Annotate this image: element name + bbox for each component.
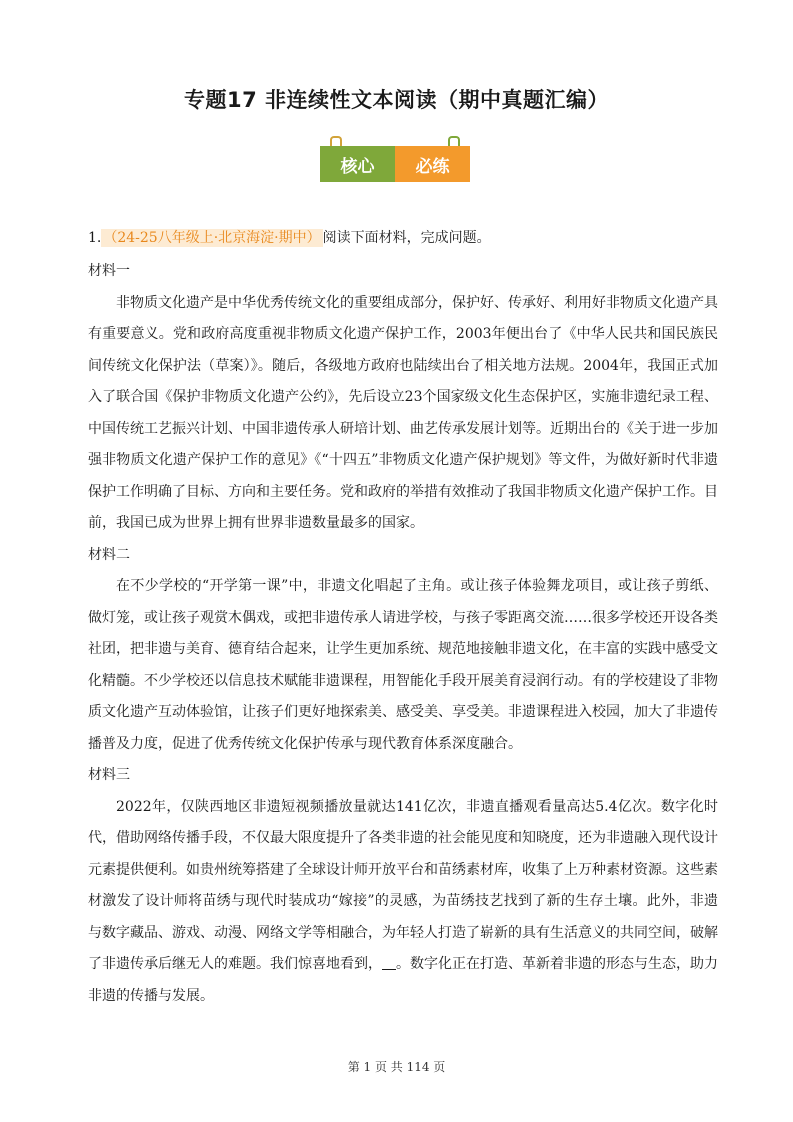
badge-core-label: 核心 (320, 146, 395, 182)
material-text: 。数字化正在打造、革新着非遗的形态与生态，助力非遗的传播与发展。 (88, 956, 718, 1004)
question-prompt: 阅读下面材料，完成问题。 (322, 230, 491, 246)
section-badge (320, 136, 470, 184)
badge-must-practice-label: 必练 (395, 146, 470, 182)
page-footer: 第 1 页 共 114 页 (347, 1060, 446, 1074)
material-heading: 材料三 (88, 767, 130, 783)
question-number: 1. (88, 230, 102, 246)
material-paragraph: 非物质文化遗产是中华优秀传统文化的重要组成部分，保护好、传承好、利用好非物质文化遗产具有重要意义。党和政府高度重视非物质文化遗产保护工作，2003年便出台了《中华人民共和国民族民间传统文化保护法（草案）》。随后，各级地方政府也陆续出台了相关地方法规。2004年，我国正式加入了联合国《保护非物质文化遗产公约》，先后设立23个国家级文化生态保护区，实施非遗纪录工程、中国传统工艺振兴计划、中国非遗传承人研培计划、曲艺传承发展计划等。近期出台的《关于进一步加强非物质文化遗产保护工作的意见》《“十四五”非物质文化遗产保护规划》等文件，为做好新时代非遗保护工作明确了目标、方向和主要任务。党和政府的举措有效推动了我国非物质文化遗产保护工作。目前，我国已成为世界上拥有世界非遗数量最多的国家。 (88, 294, 718, 531)
material-heading: 材料二 (88, 546, 130, 563)
question-header (88, 227, 491, 247)
material-text: 2022年，仅陕西地区非遗短视频播放量就达141亿次，非遗直播观看量高达5.4亿次。数字化时代，借助网络传播手段，不仅最大限度提升了各类非遗的社会能见度和知晓度，还为非遗融入现代设计元素提供便利。如贵州统筹搭建了全球设计师开放平台和苗绣素材库，收集了上万种素材资源。这些素材激发了设计师将苗绣与现代时装成功“嫁接”的灵感，为苗绣技艺找到了新的生存土壤。此外，非遗与数字藏品、游戏、动漫、网络文学等相融合，为年轻人打造了崭新的具有生活意义的共同空间，破解了非遗传承后继无人的难题。我们惊喜地看到， (88, 798, 718, 972)
material-heading: 材料一 (88, 263, 130, 279)
question-source-tag: （24-25八年级上·北京海淀·期中） (103, 230, 321, 246)
material-paragraph: 在不少学校的“开学第一课”中，非遗文化唱起了主角。或让孩子体验舞龙项目，或让孩子剪纸、做灯笼，或让孩子观赏木偶戏，或把非遗传承人请进学校，与孩子零距离交流……很多学校还开设各类社团，把非遗与美育、德育结合起来，让学生更加系统、规范地接触非遗文化，在丰富的实践中感受文化精髓。不少学校还以信息技术赋能非遗课程，用智能化手段开展美育浸润行动。有的学校建设了非物质文化遗产互动体验馆，让孩子们更好地探索美、感受美、享受美。非遗课程进入校园，加大了非遗传播普及力度，促进了优秀传统文化保护传承与现代教育体系深度融合。 (88, 578, 718, 752)
page-title: 专题17 非连续性文本阅读（期中真题汇编） (183, 88, 610, 112)
fill-in-blank[interactable]: ＿ (382, 956, 396, 972)
materials-body (88, 256, 718, 1012)
material-paragraph (88, 792, 718, 1013)
